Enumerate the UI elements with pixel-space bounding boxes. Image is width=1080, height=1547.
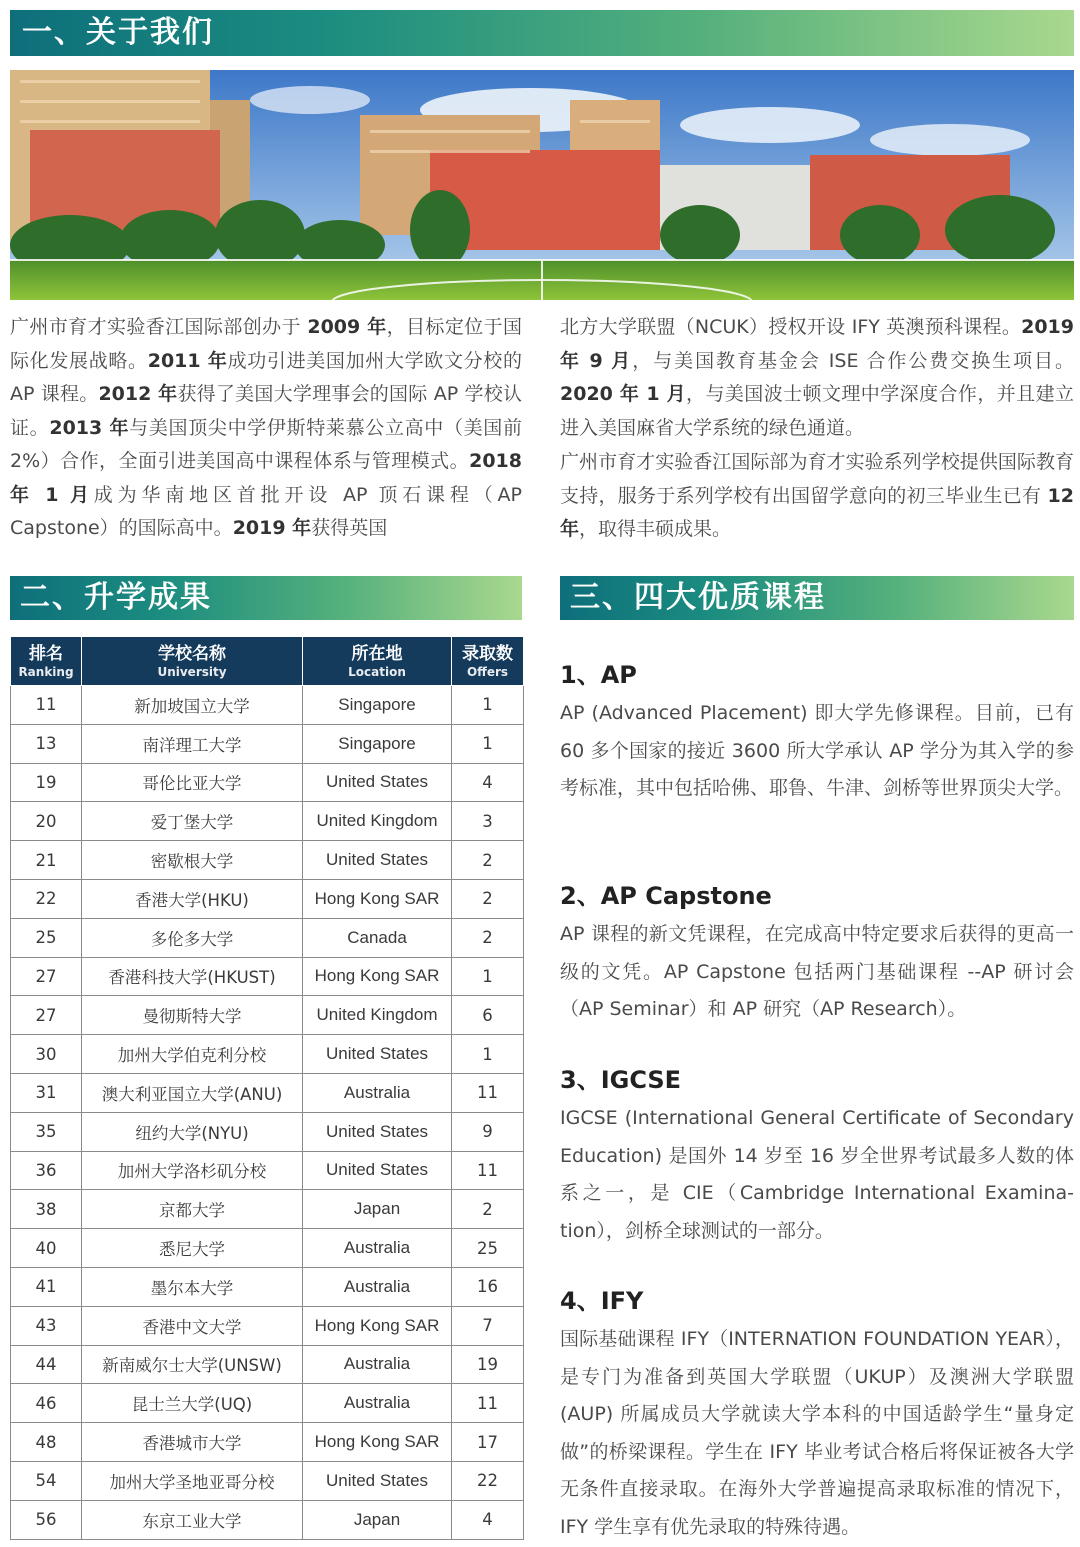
cell-offers: 2	[452, 1190, 524, 1229]
cell-location: Australia	[303, 1229, 452, 1268]
cell-university: 昆士兰大学(UQ)	[82, 1384, 303, 1423]
header-offers: 录取数 Offers	[452, 637, 524, 686]
cell-ranking: 21	[11, 841, 82, 880]
cell-location: Canada	[303, 918, 452, 957]
table-body	[11, 686, 524, 1540]
cell-ranking: 56	[11, 1500, 82, 1539]
cell-location: Singapore	[303, 724, 452, 763]
course-title-igcse: 3、IGCSE	[560, 1066, 682, 1094]
highlight-year: 2018 年 1 月	[10, 450, 522, 506]
cell-university: 澳大利亚国立大学(ANU)	[82, 1073, 303, 1112]
cell-ranking: 30	[11, 1035, 82, 1074]
table-row	[11, 724, 524, 763]
cell-location: Japan	[303, 1190, 452, 1229]
cell-ranking: 36	[11, 1151, 82, 1190]
cell-ranking: 25	[11, 918, 82, 957]
cell-offers: 2	[452, 841, 524, 880]
cell-offers: 2	[452, 918, 524, 957]
text-run: 与美国顶尖中学伊斯特莱慕公立高中（美国前 2%）合作，全面引进美国高中课程体系与管理模式。	[10, 416, 522, 472]
cell-university: 纽约大学(NYU)	[82, 1112, 303, 1151]
header-university: 学校名称 University	[82, 637, 303, 686]
cell-ranking: 19	[11, 763, 82, 802]
cell-offers: 3	[452, 802, 524, 841]
table-row	[11, 1229, 524, 1268]
cell-offers: 4	[452, 763, 524, 802]
cell-location: United Kingdom	[303, 802, 452, 841]
highlight-year: 2020 年 1 月	[560, 383, 687, 405]
table-header-row	[11, 637, 524, 686]
cell-university: 香港大学(HKU)	[82, 879, 303, 918]
cell-offers: 19	[452, 1345, 524, 1384]
cell-ranking: 27	[11, 957, 82, 996]
cell-university: 香港科技大学(HKUST)	[82, 957, 303, 996]
cell-university: 密歇根大学	[82, 841, 303, 880]
cell-ranking: 13	[11, 724, 82, 763]
cell-offers: 2	[452, 879, 524, 918]
admission-results-table	[10, 636, 524, 1540]
course-body-igcse: IGCSE (International General Certificate of Secondary Education) 是国外 14 岁至 16 岁全世界考试最多人数的体系之一，是 CIE（Cambridge International Examina-tion），剑桥全球测试的一部分。	[560, 1107, 1074, 1242]
course-title-ify: 4、IFY	[560, 1287, 644, 1315]
cell-location: United Kingdom	[303, 996, 452, 1035]
cell-location: Australia	[303, 1073, 452, 1112]
header-ranking: 排名 Ranking	[11, 637, 82, 686]
table-row	[11, 996, 524, 1035]
cell-offers: 17	[452, 1423, 524, 1462]
text-run: ，与美国波士顿文理中学深度合作，并且建立进入美国麻省大学系统的绿色通道。	[560, 383, 1074, 439]
course-title-ap-capstone: 2、AP Capstone	[560, 882, 772, 910]
highlight-year: 2019 年 9 月	[560, 316, 1074, 372]
text-run: 获得英国	[311, 517, 388, 539]
cell-offers: 9	[452, 1112, 524, 1151]
cell-university: 哥伦比亚大学	[82, 763, 303, 802]
cell-location: United States	[303, 1035, 452, 1074]
text-run: 北方大学联盟（NCUK）授权开设 IFY 英澳预科课程。	[560, 316, 1022, 338]
table-row	[11, 1035, 524, 1074]
cell-ranking: 11	[11, 686, 82, 725]
cell-university: 墨尔本大学	[82, 1267, 303, 1306]
table-row	[11, 841, 524, 880]
cell-location: United States	[303, 763, 452, 802]
course-body-ap-capstone: AP 课程的新文凭课程，在完成高中特定要求后获得的更高一级的文凭。AP Capstone 包括两门基础课程 --AP 研讨会（AP Seminar）和 AP 研究（AP Research）。	[560, 923, 1074, 1020]
table-row	[11, 686, 524, 725]
table-row	[11, 1190, 524, 1229]
cell-university: 香港中文大学	[82, 1306, 303, 1345]
cell-ranking: 35	[11, 1112, 82, 1151]
cell-university: 新加坡国立大学	[82, 686, 303, 725]
cell-location: Australia	[303, 1345, 452, 1384]
cell-offers: 11	[452, 1073, 524, 1112]
text-run: 广州市育才实验香江国际部为育才实验系列学校提供国际教育支持，服务于系列学校有出国留学意向的初三毕业生已有	[560, 451, 1074, 507]
cell-location: Singapore	[303, 686, 452, 725]
section-title-results: 二、升学成果	[10, 576, 522, 620]
table-row	[11, 1423, 524, 1462]
table-row	[11, 879, 524, 918]
cell-location: United States	[303, 841, 452, 880]
cell-offers: 16	[452, 1267, 524, 1306]
table-row	[11, 1151, 524, 1190]
text-run: 广州市育才实验香江国际部创办于	[10, 316, 308, 338]
cell-offers: 1	[452, 957, 524, 996]
cell-university: 加州大学伯克利分校	[82, 1035, 303, 1074]
highlight-year: 2019 年	[232, 517, 312, 539]
cell-ranking: 54	[11, 1461, 82, 1500]
course-body-ap: AP (Advanced Placement) 即大学先修课程。目前，已有 60 多个国家的接近 3600 所大学承认 AP 学分为其入学的参考标准，其中包括哈佛、耶鲁、牛津、剑桥等世界顶尖大学。	[560, 702, 1074, 799]
text-run: 获得了美国大学理事会的国际 AP 学校认证。	[10, 383, 523, 439]
cell-offers: 11	[452, 1151, 524, 1190]
cell-ranking: 20	[11, 802, 82, 841]
header-location: 所在地 Location	[303, 637, 452, 686]
cell-university: 悉尼大学	[82, 1229, 303, 1268]
cell-university: 加州大学洛杉矶分校	[82, 1151, 303, 1190]
text-run: ，取得丰硕成果。	[579, 518, 732, 540]
cell-ranking: 22	[11, 879, 82, 918]
about-paragraph-support	[560, 446, 1074, 547]
highlight-year: 2013 年	[49, 416, 130, 439]
cell-location: Hong Kong SAR	[303, 1306, 452, 1345]
highlight-year: 12 年	[560, 484, 1074, 540]
cell-university: 多伦多大学	[82, 918, 303, 957]
table-row	[11, 1461, 524, 1500]
cell-university: 加州大学圣地亚哥分校	[82, 1461, 303, 1500]
text-run: ，目标定位于国际化发展战略。	[10, 316, 523, 372]
cell-location: Japan	[303, 1500, 452, 1539]
cell-university: 新南威尔士大学(UNSW)	[82, 1345, 303, 1384]
cell-offers: 6	[452, 996, 524, 1035]
cell-offers: 1	[452, 724, 524, 763]
table-row	[11, 957, 524, 996]
cell-ranking: 43	[11, 1306, 82, 1345]
table-row	[11, 1384, 524, 1423]
text-run: 成为华南地区首批开设 AP 顶石课程（AP Capstone）的国际高中。	[10, 483, 522, 539]
cell-offers: 25	[452, 1229, 524, 1268]
cell-offers: 4	[452, 1500, 524, 1539]
cell-offers: 1	[452, 686, 524, 725]
course-body-ify: 国际基础课程 IFY（INTERNATION FOUNDATION YEAR），是专门为准备到英国大学联盟（UKUP）及澳洲大学联盟 (AUP) 所属成员大学就读大学本科的中国适龄学生“量身定做”的桥梁课程。学生在 IFY 毕业考试合格后将保证被各大学无条件直接录取。在海外大学普遍提高录取标准的情况下，IFY 学生享有优先录取的特殊待遇。	[560, 1328, 1074, 1538]
cell-location: Australia	[303, 1384, 452, 1423]
cell-ranking: 38	[11, 1190, 82, 1229]
cell-university: 南洋理工大学	[82, 724, 303, 763]
table-row	[11, 1500, 524, 1539]
cell-ranking: 40	[11, 1229, 82, 1268]
table-row	[11, 1345, 524, 1384]
cell-university: 爱丁堡大学	[82, 802, 303, 841]
cell-university: 东京工业大学	[82, 1500, 303, 1539]
cell-ranking: 48	[11, 1423, 82, 1462]
cell-location: Hong Kong SAR	[303, 1423, 452, 1462]
table-row	[11, 1267, 524, 1306]
cell-offers: 22	[452, 1461, 524, 1500]
table-row	[11, 1112, 524, 1151]
highlight-year: 2011 年	[147, 349, 228, 372]
cell-ranking: 41	[11, 1267, 82, 1306]
text-run: 成功引进美国加州大学欧文分校的 AP 课程。	[10, 349, 522, 405]
cell-offers: 1	[452, 1035, 524, 1074]
text-run: ，与美国教育基金会 ISE 合作公费交换生项目。	[632, 349, 1074, 372]
section-title-courses: 三、四大优质课程	[560, 576, 1074, 620]
cell-university: 香港城市大学	[82, 1423, 303, 1462]
about-paragraph-left	[10, 311, 522, 546]
highlight-year: 2009 年	[307, 316, 387, 338]
table-row	[11, 918, 524, 957]
cell-location: Hong Kong SAR	[303, 879, 452, 918]
cell-ranking: 46	[11, 1384, 82, 1423]
table-row	[11, 802, 524, 841]
table-row	[11, 1306, 524, 1345]
table-row	[11, 1073, 524, 1112]
cell-university: 京都大学	[82, 1190, 303, 1229]
cell-location: United States	[303, 1461, 452, 1500]
cell-ranking: 27	[11, 996, 82, 1035]
cell-location: Hong Kong SAR	[303, 957, 452, 996]
table-row	[11, 763, 524, 802]
highlight-year: 2012 年	[98, 383, 178, 405]
course-title-ap: 1、AP	[560, 661, 637, 689]
cell-ranking: 31	[11, 1073, 82, 1112]
section-title-about: 一、关于我们	[10, 10, 1074, 56]
campus-photo	[10, 70, 1074, 300]
cell-location: Australia	[303, 1267, 452, 1306]
cell-location: United States	[303, 1151, 452, 1190]
cell-university: 曼彻斯特大学	[82, 996, 303, 1035]
cell-ranking: 44	[11, 1345, 82, 1384]
cell-offers: 11	[452, 1384, 524, 1423]
about-paragraph-right	[560, 311, 1074, 445]
cell-location: United States	[303, 1112, 452, 1151]
cell-offers: 7	[452, 1306, 524, 1345]
